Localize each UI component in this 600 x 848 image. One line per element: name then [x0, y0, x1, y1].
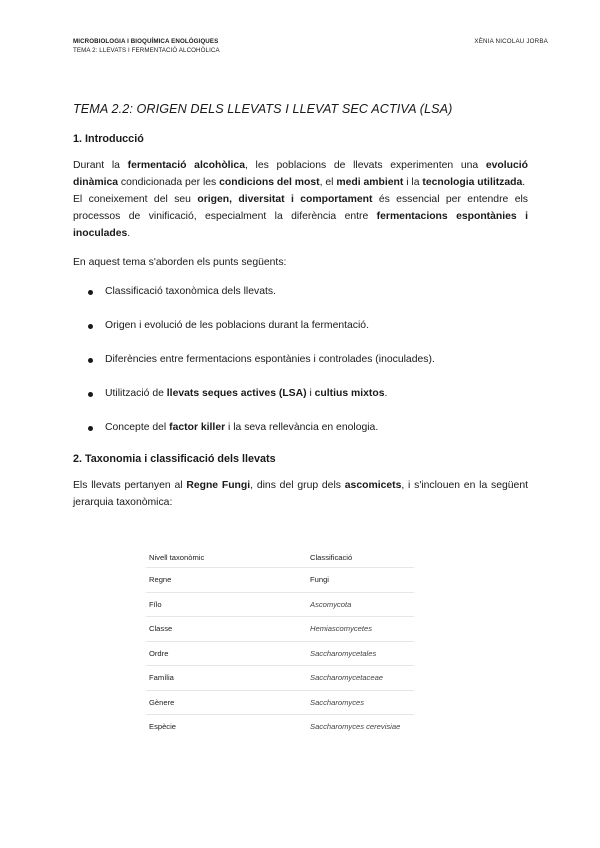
- classification-cell: Ascomycota: [310, 599, 352, 609]
- bold-term: evolució dinàmica: [73, 160, 528, 188]
- bullet-icon: [88, 392, 93, 397]
- list-intro: En aquest tema s'aborden els punts següents:: [73, 257, 287, 268]
- taxonomic-level-cell: Fílo: [149, 599, 162, 609]
- classification-cell: Hemiascomycetes: [310, 624, 373, 634]
- document-title: TEMA 2.2: ORIGEN DELS LLEVATS I LLEVAT SEC ACTIVA (LSA): [73, 102, 453, 116]
- taxonomic-level-cell: Gènere: [149, 697, 175, 707]
- table-row: [146, 666, 414, 691]
- list-item: [73, 283, 528, 317]
- bold-term: tecnologia utilitzada: [422, 177, 523, 188]
- bold-term: fermentació alcohòlica: [127, 160, 245, 171]
- bullet-icon: [88, 358, 93, 363]
- bold-term: condicions del most: [219, 177, 320, 188]
- section-heading-introduction: 1. Introducció: [73, 133, 144, 145]
- intro-paragraph-1: Durant la fermentació alcohòlica, les poblacions de llevats experimenten una evolució dinàmica condicionada per les condicions del most, el medi ambient i la tecnologia utilitzada.: [73, 160, 528, 188]
- taxonomic-level-cell: Espècie: [149, 722, 177, 732]
- topic-name: TEMA 2: LLEVATS I FERMENTACIÓ ALCOHÒLICA: [73, 47, 220, 54]
- list-item: [73, 385, 528, 419]
- taxonomic-level-cell: Regne: [149, 575, 172, 585]
- bold-term: fermentacions espontànies i inoculades: [73, 211, 528, 239]
- list-item: [73, 351, 528, 385]
- bold-term: cultius mixtos: [314, 388, 385, 399]
- table-row: [146, 641, 414, 666]
- table-row: [146, 592, 414, 617]
- author-name: XÈNIA NICOLAU JORBA: [474, 38, 548, 45]
- list-item-text: Classificació taxonòmica dels llevats.: [105, 286, 276, 297]
- table-row: [146, 715, 414, 739]
- column-header-level: Nivell taxonòmic: [149, 553, 205, 562]
- bullet-icon: [88, 426, 93, 431]
- table-row: [146, 617, 414, 642]
- document-body: [73, 96, 528, 511]
- page-header: [73, 37, 548, 55]
- section-heading-taxonomy: 2. Taxonomia i classificació dels llevats: [73, 453, 276, 465]
- classification-cell: Saccharomycetaceae: [310, 673, 384, 683]
- taxonomic-level-cell: Classe: [149, 624, 173, 634]
- bold-term: medi ambient: [336, 177, 404, 188]
- classification-cell: Saccharomycetales: [310, 648, 377, 658]
- bold-term: origen, diversitat i comportament: [197, 194, 373, 205]
- taxonomy-paragraph: Els llevats pertanyen al Regne Fungi, dins del grup dels ascomicets, i s'inclouen en la següent jerarquia taxonòmica:: [73, 480, 529, 508]
- taxonomic-level-cell: Ordre: [149, 648, 169, 658]
- column-header-classification: Classificació: [310, 553, 353, 562]
- list-item-text: Utilització de llevats seques actives (LSA) i cultius mixtos.: [105, 388, 388, 399]
- bullet-icon: [88, 324, 93, 329]
- bold-term: factor killer: [169, 422, 226, 433]
- topic-bullet-list: [73, 283, 528, 453]
- taxonomic-level-cell: Família: [149, 673, 174, 683]
- table-row: [146, 690, 414, 715]
- course-name: MICROBIOLOGIA I BIOQUÍMICA ENOLÒGIQUES: [73, 38, 219, 45]
- taxonomy-table: [146, 553, 414, 739]
- classification-cell: Fungi: [310, 575, 329, 585]
- header-left: [73, 37, 220, 55]
- intro-paragraph-2: El coneixement del seu origen, diversitat i comportament és essencial per entendre els processos de vinificació, especialment la diferència entre fermentacions espontànies i inoculades.: [73, 194, 528, 239]
- classification-cell: Saccharomyces cerevisiae: [310, 722, 401, 732]
- list-item: [73, 317, 528, 351]
- taxonomy-table-body: [146, 568, 414, 739]
- list-item-text: Concepte del factor killer i la seva rellevància en enologia.: [105, 422, 379, 433]
- list-item: [73, 419, 528, 453]
- bold-term: llevats seques actives (LSA): [166, 388, 307, 399]
- table-header-row: [146, 553, 414, 568]
- bold-term: ascomicets: [344, 480, 402, 491]
- bullet-icon: [88, 290, 93, 295]
- bold-term: Regne Fungi: [186, 480, 251, 491]
- table-row: [146, 568, 414, 593]
- classification-cell: Saccharomyces: [310, 697, 365, 707]
- list-item-text: Diferències entre fermentacions espontànies i controlades (inoculades).: [105, 354, 435, 365]
- list-item-text: Origen i evolució de les poblacions durant la fermentació.: [105, 320, 369, 331]
